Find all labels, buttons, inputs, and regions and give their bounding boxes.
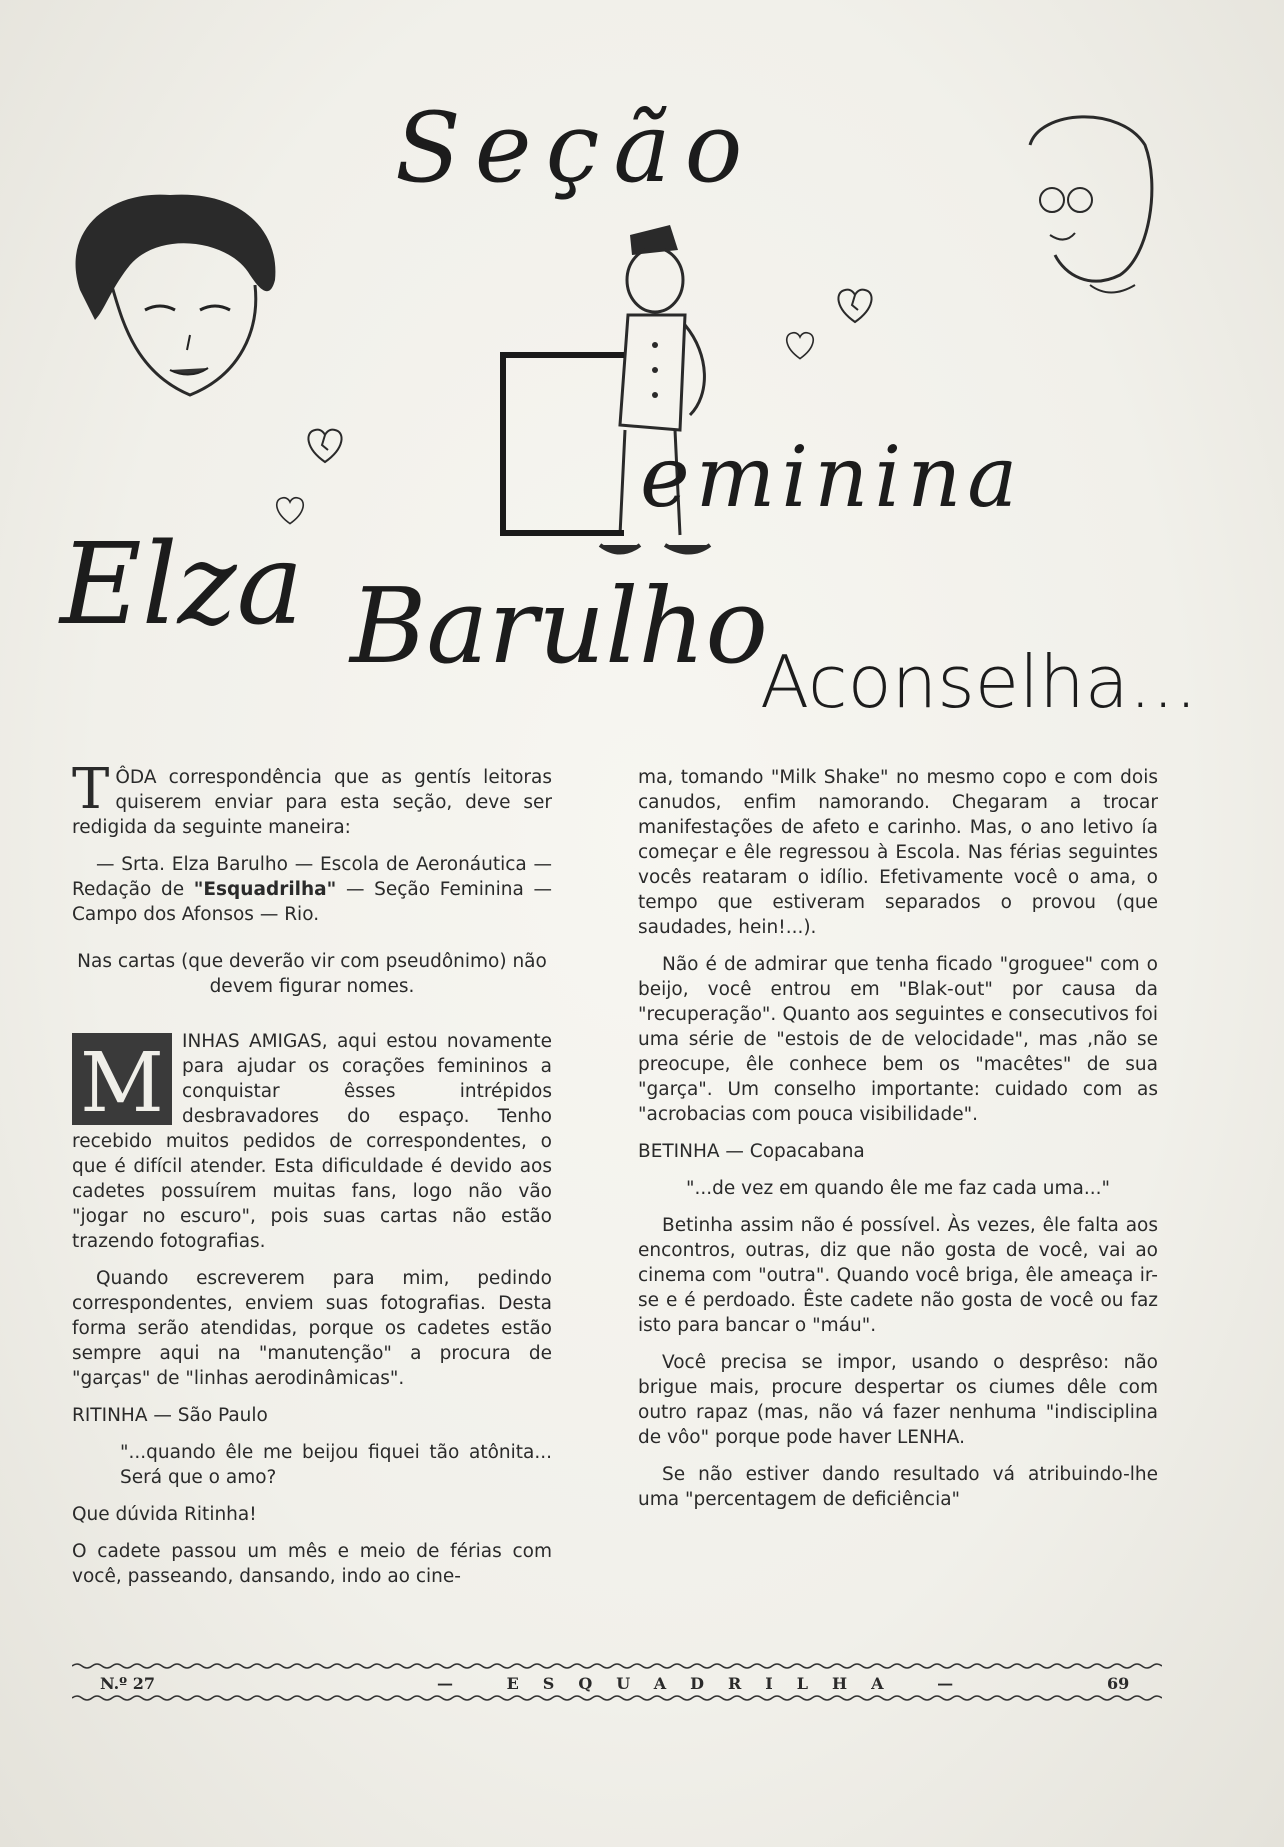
- svg-text:M: M: [80, 1036, 164, 1125]
- section-subtitle: eminina: [640, 428, 1024, 526]
- decorative-dropcap-m: [72, 1033, 172, 1125]
- reply-betinha-3: Se não estiver dando resultado vá atribuindo-lhe uma "percentagem de deficiência": [638, 1464, 1158, 1510]
- letter-quote-betinha: "...de vez em quando êle me faz cada uma...": [686, 1178, 1111, 1199]
- columnist-first-name: Elza: [60, 520, 304, 650]
- reply-betinha-1: Betinha assim não é possível. Às vezes, êle falta aos encontros, outras, diz que não gosta de você, vai ao cinema com "outra". Quando você briga, êle ameaça ir-se e é perdoado. Êste cadete não gosta de você ou faz isto para bancar o "máu".: [638, 1215, 1158, 1336]
- address-end: — Seção Feminina — Campo dos Afonsos — Rio.: [72, 879, 552, 925]
- column-heading-aconselha: Aconselha...: [760, 640, 1198, 724]
- intro-text: ÔDA correspondência que as gentís leitoras quiserem enviar para esta seção, deve ser redigida da seguinte maneira:: [72, 767, 552, 838]
- reply-ritinha-3: Não é de admirar que tenha ficado "groguee" com o beijo, você entrou em "Blak-out" por causa da "recuperação". Quanto aos seguintes e consecutivos foi uma série de "estois de de velocidade", mas ,não se preocupe, êle conhece bem os "macêtes" de sua "garça". Um conselho importante: cuidado com as "acrobacias com pouca visibilidade".: [638, 954, 1158, 1125]
- letter-quote-ritinha: "...quando êle me beijou fiquei tão atônita... Será que o amo?: [120, 1442, 552, 1488]
- broken-heart-icon: [300, 420, 350, 470]
- broken-heart-icon: [830, 280, 880, 330]
- letter-signature-betinha: BETINHA — Copacabana: [638, 1141, 865, 1162]
- address-magazine: "Esquadrilha": [193, 879, 337, 900]
- page-footer: [72, 1662, 1162, 1698]
- right-text-column: [638, 765, 1158, 1524]
- columnist-last-name: Barulho: [350, 565, 768, 687]
- main-text: INHAS AMIGAS, aqui estou novamente para ajudar os corações femininos a conquistar êsses intrépidos desbravadores do espaço. Tenho recebido muitos pedidos de correspondentes, o que é difícil atender. Esta dificuldade é devido aos cadetes possuírem muitas fans, logo não vão "jogar no escuro", pois suas cartas não estão trazendo fotografias.: [72, 1031, 552, 1252]
- woman-face-illustration: [50, 170, 310, 420]
- letter-f-frame: [500, 352, 624, 536]
- photo-request-paragraph: Quando escreverem para mim, pedindo correspondentes, enviem suas fotografias. Desta forma serão atendidas, porque os cadetes estão sempre aqui na "manutenção" a procura de "garças" de "linhas aerodinâmicas".: [72, 1268, 552, 1389]
- reply-betinha-2: Você precisa se impor, usando o desprêso: não brigue mais, procure despertar os ciumes dêle com outro rapaz (mas, não vá fazer nenhuma "indisciplina de vôo" porque pode haver LENHA.: [638, 1352, 1158, 1448]
- letter-signature-ritinha: RITINHA — São Paulo: [72, 1405, 268, 1426]
- issue-number: N.º 27: [100, 1674, 156, 1693]
- section-title: Seção: [395, 92, 757, 204]
- grandma-face-illustration: [1010, 105, 1160, 315]
- page-number: 69: [1107, 1674, 1130, 1693]
- reply-ritinha-1: Que dúvida Ritinha!: [72, 1504, 257, 1525]
- pseudonym-note: Nas cartas (que deverão vir com pseudônimo) não devem figurar nomes.: [77, 951, 547, 997]
- address-text: — Srta. Elza Barulho — Escola de Aeronáutica — Redação de: [72, 854, 552, 900]
- footer-bottom-border: [72, 1694, 1162, 1702]
- footer-top-border: [72, 1662, 1162, 1670]
- main-paragraph: [72, 1029, 552, 1254]
- intro-paragraph: [72, 757, 552, 840]
- magazine-name: — ESQUADRILHA —: [437, 1674, 978, 1693]
- dropcap-t: T: [72, 757, 110, 822]
- heart-icon: [780, 325, 820, 365]
- reply-ritinha-2: O cadete passou um mês e meio de férias com você, passeando, dansando, indo ao cine-: [72, 1541, 552, 1587]
- left-text-column: [72, 757, 552, 1601]
- address-paragraph: [72, 852, 552, 927]
- reply-ritinha-continued: ma, tomando "Milk Shake" no mesmo copo e com dois canudos, enfim namorando. Chegaram a trocar manifestações de afeto e carinho. Mas, o ano letivo ía começar e êle regressou à Escola. Nas férias seguintes vocês reataram o idílio. Efetivamente você o ama, o tempo que estiveram separados o provou (que saudades, hein!...).: [638, 767, 1158, 938]
